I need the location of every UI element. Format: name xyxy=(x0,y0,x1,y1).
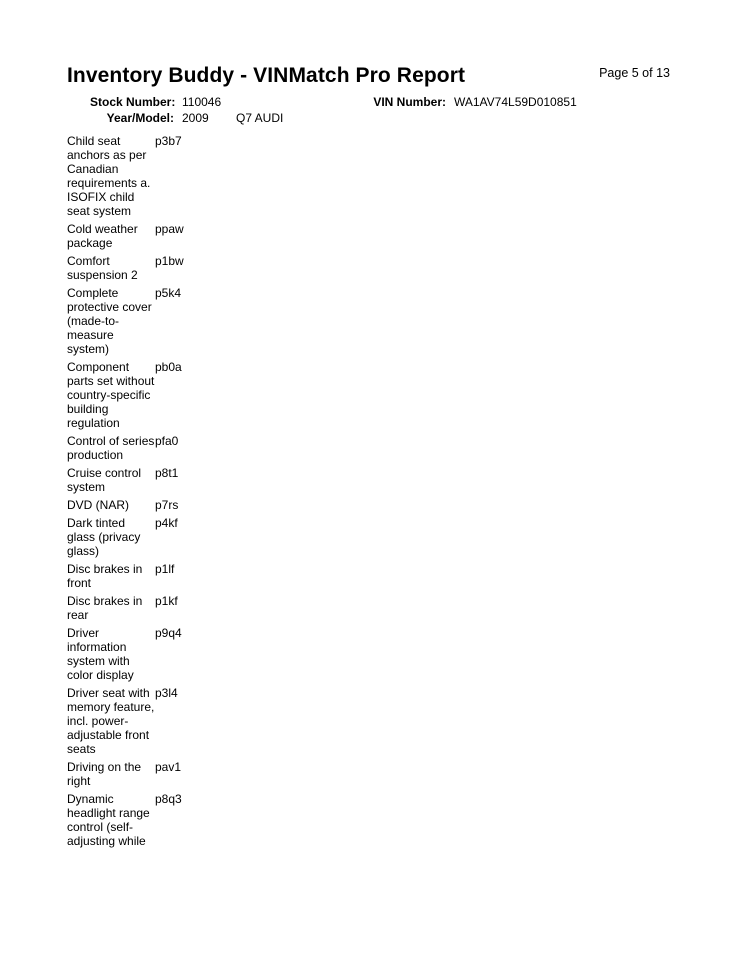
vin-number-value: WA1AV74L59D010851 xyxy=(454,95,577,109)
option-code: pb0a xyxy=(155,360,182,374)
vin-number-label: VIN Number: xyxy=(373,95,446,109)
stock-number-value: 110046 xyxy=(182,95,222,109)
option-code: p1kf xyxy=(155,594,178,608)
option-name: Driver information system with color display xyxy=(67,626,134,682)
list-item xyxy=(67,516,227,558)
option-name: Dark tinted glass (privacy glass) xyxy=(67,516,141,558)
list-item xyxy=(67,760,227,788)
list-item xyxy=(67,594,227,622)
list-item xyxy=(67,286,227,356)
option-name: Component parts set without country-specific building regulation xyxy=(67,360,155,430)
option-code: p3l4 xyxy=(155,686,178,700)
option-name: DVD (NAR) xyxy=(67,498,129,512)
list-item xyxy=(67,466,227,494)
list-item xyxy=(67,626,227,682)
list-item xyxy=(67,360,227,430)
option-code: p9q4 xyxy=(155,626,182,640)
options-list xyxy=(67,134,227,852)
option-code: p8q3 xyxy=(155,792,182,806)
option-name: Cruise control system xyxy=(67,466,142,494)
list-item xyxy=(67,498,227,512)
option-code: p5k4 xyxy=(155,286,182,300)
option-name: Driver seat with memory feature, incl. power-adjustable front seats xyxy=(67,686,155,756)
year-model-label: Year/Model: xyxy=(106,111,174,125)
option-name: Driving on the right xyxy=(67,760,142,788)
option-code: p8t1 xyxy=(155,466,179,480)
option-code: p1bw xyxy=(155,254,184,268)
option-code: pav1 xyxy=(155,760,182,774)
report-title: Inventory Buddy - VINMatch Pro Report xyxy=(67,64,466,87)
list-item xyxy=(67,222,227,250)
option-name: Disc brakes in front xyxy=(67,562,143,590)
option-name: Comfort suspension 2 xyxy=(67,254,138,282)
option-name: Dynamic headlight range control (self-adjusting while xyxy=(67,792,150,848)
option-name: Complete protective cover (made-to-measure system) xyxy=(67,286,152,356)
option-name: Cold weather package xyxy=(67,222,138,250)
option-code: p7rs xyxy=(155,498,179,512)
list-item xyxy=(67,792,227,848)
year-value: 2009 xyxy=(182,111,209,125)
option-name: Control of series production xyxy=(67,434,155,462)
option-code: p3b7 xyxy=(155,134,182,148)
list-item xyxy=(67,134,227,218)
model-value: Q7 AUDI xyxy=(236,111,284,125)
stock-number-label: Stock Number: xyxy=(90,95,176,109)
option-code: p4kf xyxy=(155,516,178,530)
option-name: Child seat anchors as per Canadian requirements a. ISOFIX child seat system xyxy=(67,134,151,218)
option-name: Disc brakes in rear xyxy=(67,594,143,622)
list-item xyxy=(67,254,227,282)
option-code: ppaw xyxy=(155,222,184,236)
list-item xyxy=(67,686,227,756)
option-code: p1lf xyxy=(155,562,175,576)
list-item xyxy=(67,562,227,590)
page-number: Page 5 of 13 xyxy=(599,66,670,80)
list-item xyxy=(67,434,227,462)
option-code: pfa0 xyxy=(155,434,179,448)
